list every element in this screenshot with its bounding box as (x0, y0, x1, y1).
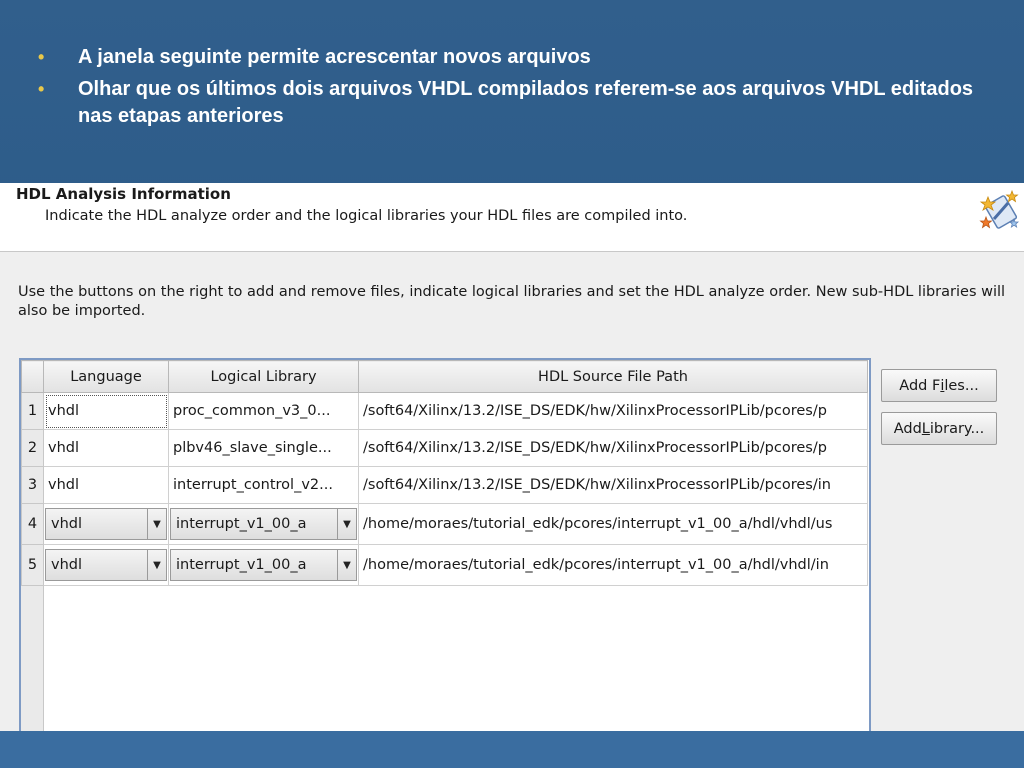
table-row[interactable] (22, 393, 868, 430)
add-library-label-post: ibrary... (929, 420, 985, 437)
language-dropdown[interactable] (45, 549, 167, 581)
library-cell[interactable]: proc_common_v3_0... (169, 393, 359, 430)
language-cell[interactable]: vhdl (44, 393, 169, 430)
hdl-analysis-dialog (0, 183, 1024, 731)
slide-bullet-2 (38, 76, 998, 130)
column-header-rownum (22, 361, 44, 393)
library-cell (169, 545, 359, 586)
slide-bullet-1 (38, 44, 998, 71)
column-header-logical-library[interactable]: Logical Library (169, 361, 359, 393)
dialog-header (0, 183, 1024, 252)
dropdown-arrow-icon[interactable]: ▼ (147, 509, 166, 539)
row-number: 5 (22, 545, 44, 586)
hdl-files-table (19, 358, 871, 731)
add-library-mnemonic: L (921, 420, 930, 437)
table-row[interactable] (22, 545, 868, 586)
dropdown-arrow-icon[interactable]: ▼ (147, 550, 166, 580)
language-dropdown[interactable] (45, 508, 167, 540)
column-header-language[interactable]: Language (44, 361, 169, 393)
library-dropdown-value: interrupt_v1_00_a (176, 557, 307, 573)
add-files-label-pre: Add F (899, 377, 941, 394)
dialog-title: HDL Analysis Information (16, 185, 231, 203)
dialog-subtitle: Indicate the HDL analyze order and the logical libraries your HDL files are compiled into. (45, 208, 688, 224)
row-number: 2 (22, 430, 44, 467)
dialog-description: Use the buttons on the right to add and remove files, indicate logical libraries and set the HDL analyze order. New sub-HDL libraries will also be imported. (18, 284, 1006, 319)
wizard-icon (978, 189, 1022, 233)
dropdown-arrow-icon[interactable]: ▼ (337, 550, 356, 580)
language-cell (44, 545, 169, 586)
language-cell (44, 504, 169, 545)
table-row[interactable] (22, 430, 868, 467)
library-cell[interactable]: plbv46_slave_single... (169, 430, 359, 467)
library-cell (169, 504, 359, 545)
path-cell[interactable]: /home/moraes/tutorial_edk/pcores/interrupt_v1_00_a/hdl/vhdl/in (359, 545, 868, 586)
add-files-mnemonic: i (940, 377, 945, 394)
bullet-dot-icon: • (38, 47, 45, 67)
path-cell[interactable]: /home/moraes/tutorial_edk/pcores/interrupt_v1_00_a/hdl/vhdl/us (359, 504, 868, 545)
library-dropdown-value: interrupt_v1_00_a (176, 516, 307, 532)
row-number: 1 (22, 393, 44, 430)
table-row[interactable] (22, 467, 868, 504)
add-files-button[interactable] (881, 369, 997, 402)
row-number: 4 (22, 504, 44, 545)
language-dropdown-value: vhdl (51, 557, 83, 573)
language-dropdown-value: vhdl (51, 516, 83, 532)
add-library-button[interactable] (881, 412, 997, 445)
language-cell[interactable]: vhdl (44, 430, 169, 467)
bullet-text: Olhar que os últimos dois arquivos VHDL compilados referem-se aos arquivos VHDL editados nas etapas anteriores (78, 78, 974, 127)
add-files-label-post: les... (944, 377, 979, 394)
slide-bottom-band (0, 731, 1024, 768)
slide-bullet-list (38, 44, 998, 135)
add-library-label-pre: Add (893, 420, 922, 437)
path-cell[interactable]: /soft64/Xilinx/13.2/ISE_DS/EDK/hw/XilinxProcessorIPLib/pcores/in (359, 467, 868, 504)
column-header-source-path[interactable]: HDL Source File Path (359, 361, 868, 393)
dropdown-arrow-icon[interactable]: ▼ (337, 509, 356, 539)
library-dropdown[interactable] (170, 508, 357, 540)
path-cell[interactable]: /soft64/Xilinx/13.2/ISE_DS/EDK/hw/XilinxProcessorIPLib/pcores/p (359, 430, 868, 467)
bullet-dot-icon: • (38, 79, 45, 99)
library-dropdown[interactable] (170, 549, 357, 581)
bullet-text: A janela seguinte permite acrescentar novos arquivos (78, 46, 591, 68)
row-number: 3 (22, 467, 44, 504)
path-cell[interactable]: /soft64/Xilinx/13.2/ISE_DS/EDK/hw/XilinxProcessorIPLib/pcores/p (359, 393, 868, 430)
library-cell[interactable]: interrupt_control_v2... (169, 467, 359, 504)
table-row[interactable] (22, 504, 868, 545)
table-header-row (22, 361, 868, 393)
language-cell[interactable]: vhdl (44, 467, 169, 504)
